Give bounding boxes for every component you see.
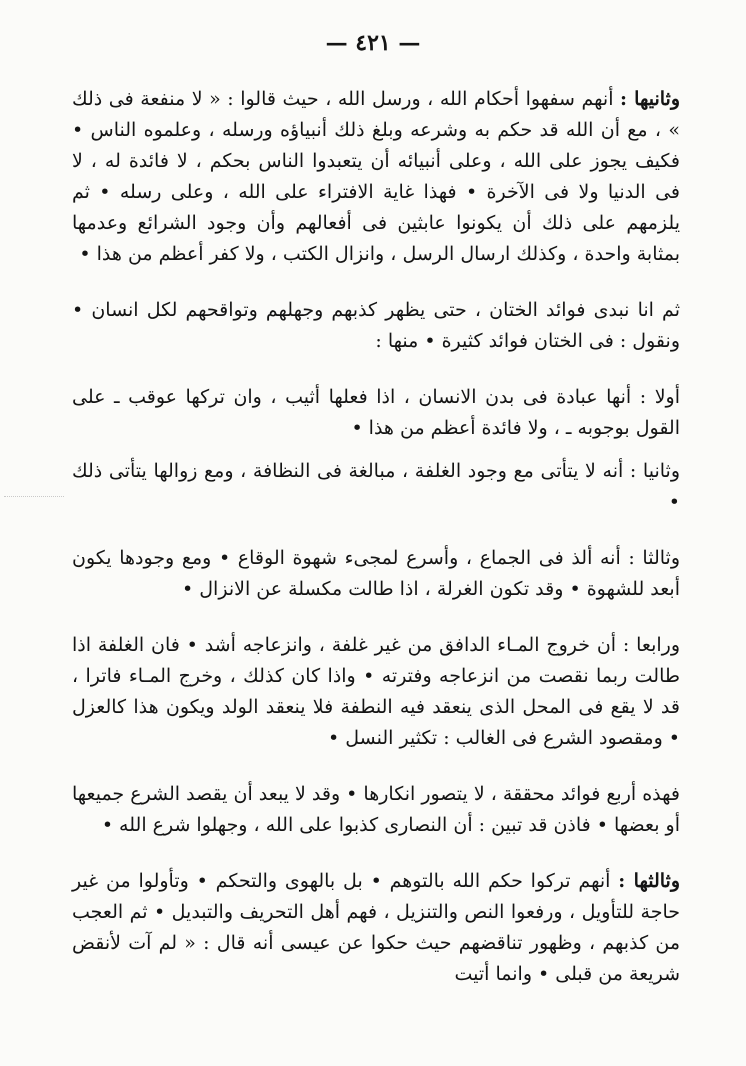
paragraph-lead: وثالثها : xyxy=(618,870,680,892)
paragraph-text: أنهم تركوا حكم الله بالتوهم • بل بالهوى والتحكم • وتأولوا من غير حاجة للتأويل ، ورفعوا النص والتنزيل ، فهم أهل التحريف والتبديل • ثم العجب من كذبهم ، وظهور تناقضهم حيث حكوا عن عيسى أنه قال : « لم آت لأنقض شريعة من قبلى • وانما أتيت xyxy=(72,870,680,985)
paragraph-text: وثالثا : أنه ألذ فى الجماع ، وأسرع لمجىء شهوة الوقاع • ومع وجودها يكون أبعد للشهوة • وقد تكون الغرلة ، اذا طالت مكسلة عن الانزال • xyxy=(72,547,680,600)
page-number: — ٤٢١ — xyxy=(325,30,421,56)
paragraph-benefits-intro xyxy=(72,295,680,357)
paragraph-benefits-summary xyxy=(72,779,680,841)
paragraph-text: ورابعا : أن خروج المـاء الدافق من غير غلفة ، وانزعاجه أشد • فان الغلفة اذا طالت ربما نقصت من انزعاجه وفترته • واذا كان كذلك ، وخرج المـاء فاترا ، قد لا يقع فى المحل الذى ينعقد فيه النطفة فلا ينعقد الولد ويكون هذا كالعزل • ومقصود الشرع فى الغالب : تكثير النسل • xyxy=(72,634,680,749)
paragraph-lead: وثانيها : xyxy=(620,88,680,110)
paragraph-text: أولا : أنها عبادة فى بدن الانسان ، اذا فعلها أثيب ، وان تركها عوقب ـ على القول بوجوبه ـ ، ولا فائدة أعظم من هذا • xyxy=(72,386,680,439)
paragraph-text: وثانيا : أنه لا يتأتى مع وجود الغلفة ، مبالغة فى النظافة ، ومع زوالها يتأتى ذلك • xyxy=(72,460,680,513)
paragraph-text: أنهم سفهوا أحكام الله ، ورسل الله ، حيث قالوا : « لا منفعة فى ذلك » ، مع أن الله قد حكم به وشرعه وبلغ ذلك أنبياؤه ورسله ، وعلموه الناس • فكيف يجوز على الله ، وعلى أنبيائه أن يتعبدوا الناس بحكم ، لا فائدة له ، لا فى الدنيا ولا فى الآخرة • فهذا غاية الافتراء على الله ، وعلى رسله • ثم يلزمهم على ذلك أن يكونوا عابثين فى أفعالهم وأن وجود الشرائع وعدمها بمثابة واحدة ، وكذلك ارسال الرسل ، وانزال الكتب ، ولا كفر أعظم من هذا • xyxy=(72,88,680,265)
paragraph-benefit-first xyxy=(72,382,680,444)
paragraph-thirdly xyxy=(72,866,680,990)
paragraph-benefit-fourth xyxy=(72,630,680,754)
paragraph-benefit-second xyxy=(72,456,680,518)
scan-artifact xyxy=(4,496,64,503)
paragraph-secondly xyxy=(72,84,680,270)
paragraph-benefit-third xyxy=(72,543,680,605)
paragraph-text: فهذه أربع فوائد محققة ، لا يتصور انكارها • وقد لا يبعد أن يقصد الشرع جميعها أو بعضها • فاذن قد تبين : أن النصارى كذبوا على الله ، وجهلوا شرع الله • xyxy=(72,783,680,836)
paragraph-text: ثم انا نبدى فوائد الختان ، حتى يظهر كذبهم وجهلهم وتواقحهم لكل انسان • ونقول : فى الختان فوائد كثيرة • منها : xyxy=(72,299,680,352)
page-body xyxy=(72,84,680,1015)
